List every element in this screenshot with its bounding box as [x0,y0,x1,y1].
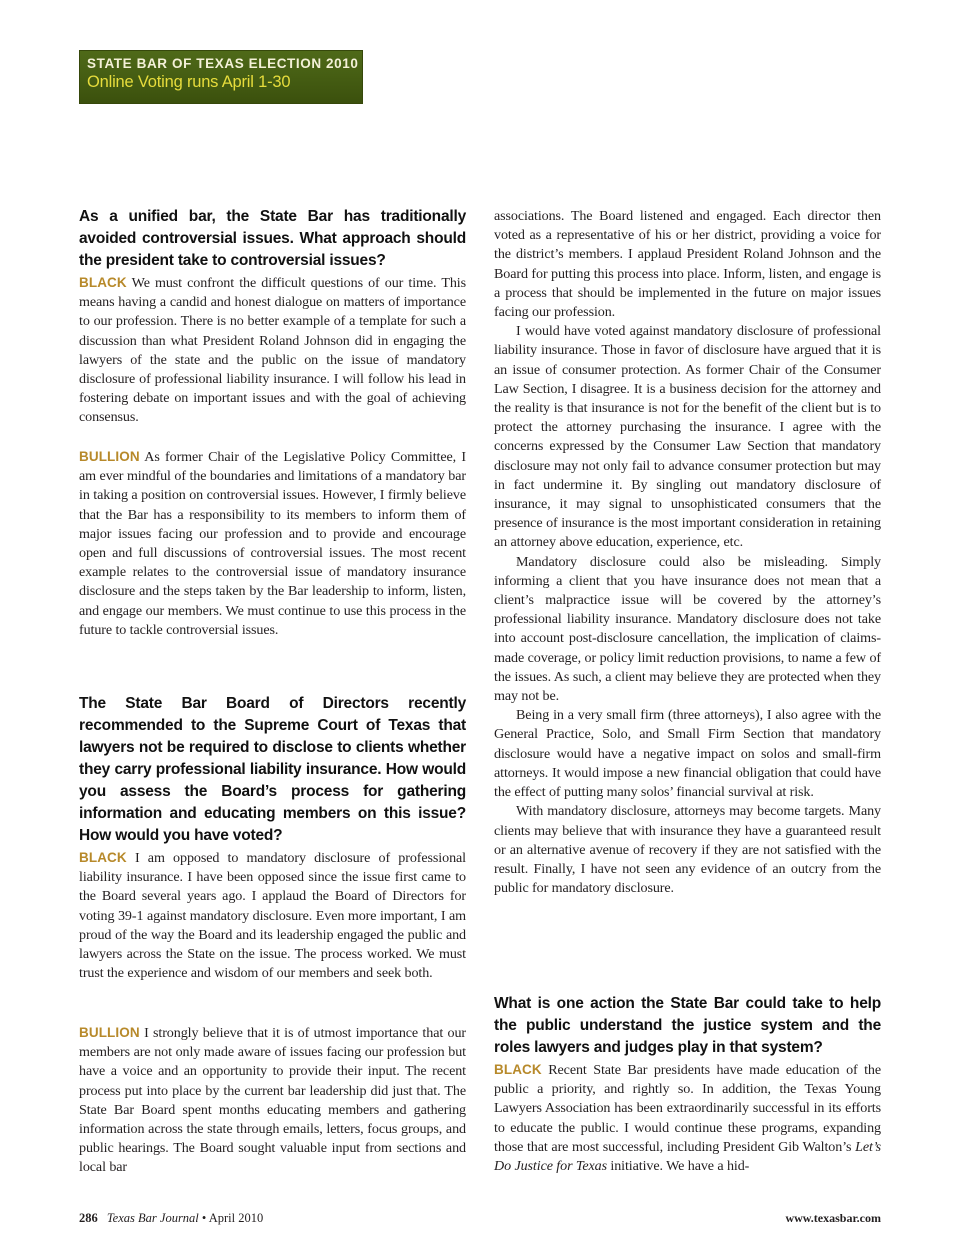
question-1-heading: As a unified bar, the State Bar has traditionally avoided controversial issues. What approach should the president take to controversial issues? [79,208,466,269]
right-paragraph-1: associations. The Board listened and engaged. Each director then voted as a representative of his or her district, providing a voice for the district’s members. I applaud President Roland Johnson and the Board for putting this process into place. Inform, listen, and engage is a process that should be implemented in the future on major issues facing our profession. [494,208,881,321]
answer-2-black [79,848,466,983]
speaker-label-bullion: BULLION [79,1025,140,1040]
website-link[interactable]: www.texasbar.com [785,1211,881,1225]
answer-text: I strongly believe that it is of utmost importance that our members are not only made aware of issues facing our profession but have a voice and an opportunity to provide their input. The recent process put into place by the current bar leadership did just that. The State Bar Board spent months educating members and gathering information across the state through emails, letters, focus groups, and public hearings. The Board sought valuable input from sections and local bar [79,1025,466,1176]
banner-title: STATE BAR OF TEXAS ELECTION 2010 [87,56,359,71]
left-column-bullion-2 [79,1023,466,1178]
election-banner [79,50,363,104]
question-2-heading: The State Bar Board of Directors recently recommended to the Supreme Court of Texas that lawyers not be required to disclose to clients whether they carry professional liability insurance. How would you assess the Board’s process for gathering information and educating members on this issue? How would you have voted? [79,695,466,844]
footer-separator: • [201,1211,207,1225]
answer-text: I am opposed to mandatory disclosure of professional liability insurance. I have been opposed since the issue first came to the Board several years ago. I applaud the Board of Directors for voting 39-1 against mandatory disclosure. Even more important, I am proud of the way the Board and its leadership engaged the public and lawyers across the State on the issue. The process worked. We must trust the experience and wisdom of our members and seek both. [79,850,466,982]
answer-text: As former Chair of the Legislative Policy Committee, I am ever mindful of the boundaries and limitations of a mandatory bar in taking a position on controversial issues. However, I firmly believe that the Bar has a responsibility to its members to inform them of major issues facing our profession and to provide and encourage open and full discussions of controversial issues. The most recent example relates to the controversial issue of mandatory insurance disclosure and the steps taken by the Bar leadership to inform, listen, and engage our members. We must continue to use this process in the future to tackle controversial issues. [79,449,466,638]
question-3-heading: What is one action the State Bar could take to help the public understand the justice system and the roles lawyers and judges play in that system? [494,995,881,1056]
right-column-question-3 [494,993,881,1176]
journal-name: Texas Bar Journal [106,1211,199,1225]
page-footer-left [79,1211,263,1226]
banner-subtitle: Online Voting runs April 1-30 [87,73,291,91]
page-number: 286 [79,1211,98,1225]
speaker-label-black: BLACK [79,275,127,290]
right-column-top [494,207,881,898]
speaker-label-black: BLACK [79,850,127,865]
speaker-label-bullion: BULLION [79,449,140,464]
initiative-title: Let’s Do Justice for Texas [494,1138,881,1175]
answer-2-bullion [79,1023,466,1178]
right-paragraph-4: Being in a very small firm (three attorneys), I also agree with the General Practice, Solo, and Small Firm Section that mandatory disclosure would have a negative impact on solos and small-firm attorneys. It would impose a new financial obligation that could have the effect of putting many solos’ financial survival at risk. [494,707,881,801]
left-column-bullion-1 [79,447,466,640]
right-paragraph-2: I would have voted against mandatory disclosure of professional liability insurance. Those in favor of disclosure have argued that it is an issue of consumer protection. As former Chair of the Consumer Law Section, I disagree. It is a business decision for the attorney and the reality is that insurance is not for the benefit of the client but is to protect the attorney purchasing the insurance. I agree with the concerns expressed by the Consumer Law Section that mandatory disclosure may not only fail to advance consumer protection but may in fact undermine it. By singling out mandatory disclosure of insurance, it may signal to unsophisticated consumers that the presence of insurance is the most important consideration in retaining an attorney above education, experience, etc. [494,323,881,551]
answer-text: We must confront the difficult questions of our time. This means having a candid and honest dialogue on matters of importance to our profession. There is no better example of a template for such a discussion than what President Roland Johnson did in engaging the lawyers of the state and the public on the issue of mandatory disclosure of professional liability insurance. I will follow his lead in fostering debate on important issues and with the goal of achieving consensus. [79,275,466,426]
answer-1-black [79,273,466,428]
answer-1-bullion [79,447,466,640]
answer-3-black [494,1060,881,1176]
issue-date: April 2010 [208,1211,264,1225]
left-column-question-2 [79,693,466,983]
answer-text: initiative. We have a hid- [610,1158,750,1175]
left-column-top [79,206,466,428]
speaker-label-black: BLACK [494,1062,542,1077]
right-paragraph-5: With mandatory disclosure, attorneys may become targets. Many clients may believe that with insurance they have a guaranteed result or an alternative avenue of recovery if they are not satisfied with the result. Finally, I have not seen any evidence of an outcry from the public for mandatory disclosure. [494,803,881,897]
right-paragraph-3: Mandatory disclosure could also be misleading. Simply informing a client that you have insurance does not mean that a client’s malpractice issue will be covered by the attorney’s professional liability insurance. Mandatory disclosure does not take into account post-disclosure cancellation, the implication of claims-made coverage, or policy limit reduction provisions, to name a few of the issues. As such, a client may believe they are protected when they may not be. [494,553,881,705]
answer-text: Recent State Bar presidents have made education of the public a priority, and rightly so. In addition, the Texas Young Lawyers Association has been extraordinarily successful in its efforts to educate the public. I would continue these programs, expanding those that are most successful, including President Gib Walton’s [494,1062,881,1155]
